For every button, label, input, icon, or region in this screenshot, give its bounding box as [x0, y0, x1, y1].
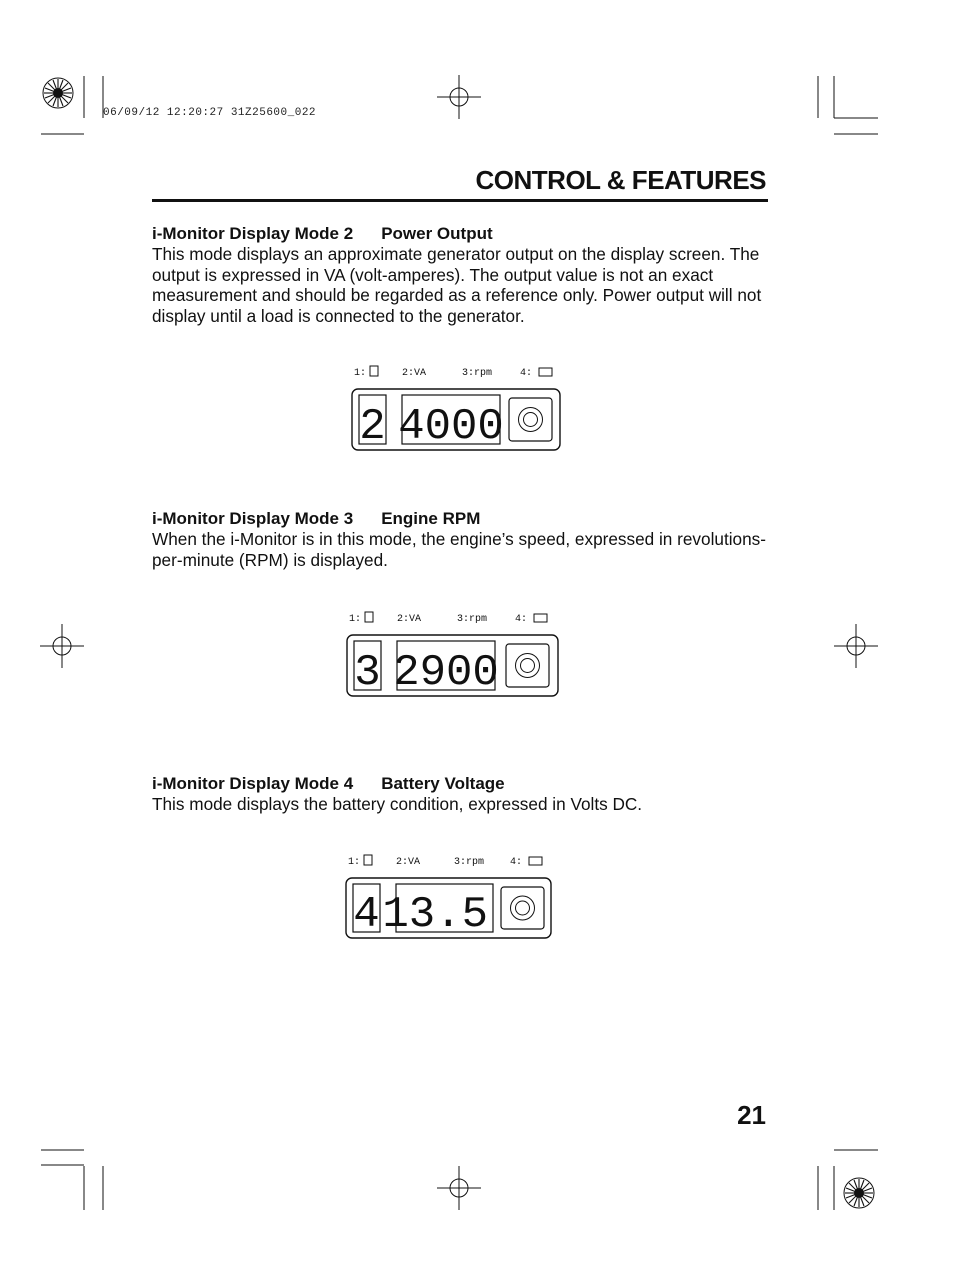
- watt-icon: [365, 612, 373, 622]
- section-heading: [152, 509, 767, 529]
- mode-label-4: 4:: [510, 857, 523, 868]
- mode-label-4: 4:: [515, 614, 528, 625]
- starburst-bottom-right: [844, 1178, 874, 1208]
- mode-button[interactable]: [509, 398, 552, 441]
- i-monitor-display-mode-4: [344, 849, 556, 945]
- mode-label-2: 2:VA: [397, 614, 422, 625]
- section-body: This mode displays the battery condition, expressed in Volts DC.: [152, 794, 643, 814]
- battery-icon: [529, 857, 542, 865]
- section-heading: [152, 224, 767, 244]
- heading-title: Battery Voltage: [381, 774, 505, 793]
- mode-digit: 2: [359, 402, 386, 452]
- heading-mode: i-Monitor Display Mode 4: [152, 774, 354, 793]
- mode-label-1: 1:: [354, 368, 367, 379]
- value-readout: 4000: [398, 402, 504, 452]
- print-stamp: 06/09/12 12:20:27 31Z25600_022: [103, 107, 317, 119]
- section-body: When the i-Monitor is in this mode, the engine’s speed, expressed in revolutions-per-minute (RPM) is displayed.: [152, 529, 766, 570]
- mode-label-3: 3:rpm: [454, 857, 485, 868]
- section-body: This mode displays an approximate generator output on the display screen. The output is expressed in VA (volt-amperes). The output value is not an exact measurement and should be regarded as a reference only. Power output will not display until a load is connected to the generator.: [152, 244, 762, 326]
- mode-digit: 3: [354, 648, 381, 698]
- mode-digit: 4: [353, 890, 380, 940]
- section-mode-2: [152, 224, 767, 326]
- mode-label-1: 1:: [348, 857, 361, 868]
- page-number: 21: [737, 1100, 766, 1130]
- section-mode-4: [152, 774, 767, 815]
- watt-icon: [364, 855, 372, 865]
- mode-label-2: 2:VA: [402, 368, 427, 379]
- value-readout: 2900: [393, 648, 499, 698]
- section-mode-3: [152, 509, 767, 570]
- heading-mode: i-Monitor Display Mode 2: [152, 224, 354, 243]
- i-monitor-display-mode-2: [350, 360, 566, 456]
- battery-icon: [539, 368, 552, 376]
- section-heading: [152, 774, 767, 794]
- heading-mode: i-Monitor Display Mode 3: [152, 509, 354, 528]
- watt-icon: [370, 366, 378, 376]
- mode-label-3: 3:rpm: [462, 368, 493, 379]
- heading-title: Engine RPM: [381, 509, 481, 528]
- mode-label-3: 3:rpm: [457, 614, 488, 625]
- section-title: CONTROL & FEATURES: [475, 165, 766, 195]
- heading-title: Power Output: [381, 224, 493, 243]
- value-readout: 13.5: [382, 890, 488, 940]
- battery-icon: [534, 614, 547, 622]
- header-rule: [152, 199, 768, 202]
- mode-label-4: 4:: [520, 368, 533, 379]
- i-monitor-display-mode-3: [345, 606, 561, 702]
- mode-label-2: 2:VA: [396, 857, 421, 868]
- mode-button[interactable]: [501, 887, 544, 929]
- mode-button[interactable]: [506, 644, 549, 687]
- starburst-top-left: [43, 78, 73, 108]
- mode-label-1: 1:: [349, 614, 362, 625]
